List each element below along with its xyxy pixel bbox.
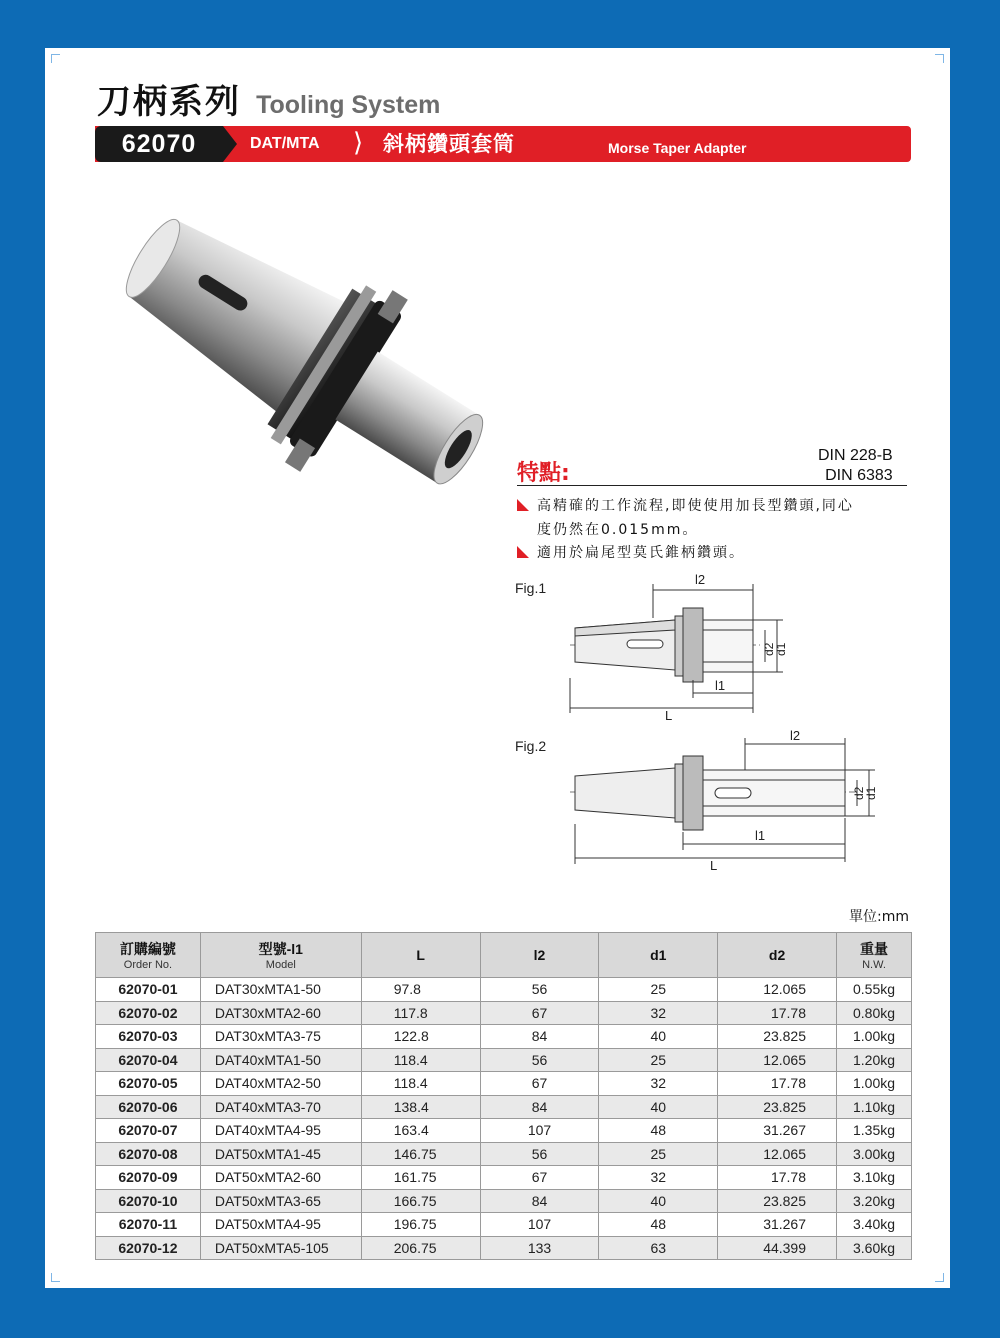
order-no-cell: 62070-06	[96, 1095, 201, 1119]
d2-cell: 17.78	[718, 1166, 837, 1190]
model-cell: DAT40xMTA3-70	[200, 1095, 361, 1119]
weight-cell: 1.10kg	[837, 1095, 912, 1119]
order-no-cell: 62070-05	[96, 1072, 201, 1096]
model-cell: DAT30xMTA2-60	[200, 1001, 361, 1025]
din-standard-1: DIN 228-B	[818, 447, 893, 464]
model-cell: DAT50xMTA4-95	[200, 1213, 361, 1237]
dim-l1: l1	[755, 828, 766, 843]
title-chinese: 刀柄系列	[97, 82, 241, 122]
table-row	[96, 1213, 912, 1237]
d2-cell: 31.267	[718, 1213, 837, 1237]
L-cell: 161.75	[361, 1166, 480, 1190]
product-name-chinese: 斜柄鑽頭套筒	[383, 132, 515, 156]
model-cell: DAT50xMTA2-60	[200, 1166, 361, 1190]
L-cell: 166.75	[361, 1189, 480, 1213]
model-cell: DAT40xMTA2-50	[200, 1072, 361, 1096]
d2-cell: 23.825	[718, 1025, 837, 1049]
weight-cell: 1.00kg	[837, 1072, 912, 1096]
L-cell: 138.4	[361, 1095, 480, 1119]
feature-item-continued	[517, 519, 698, 541]
product-type: DAT/MTA	[250, 135, 320, 152]
l2-cell: 133	[480, 1236, 599, 1260]
L-cell: 118.4	[361, 1048, 480, 1072]
l2-cell: 84	[480, 1025, 599, 1049]
d1-cell: 40	[599, 1025, 718, 1049]
table-row	[96, 1119, 912, 1143]
product-code: 62070	[95, 126, 223, 162]
L-cell: 163.4	[361, 1119, 480, 1143]
d1-cell: 32	[599, 1072, 718, 1096]
table-row	[96, 1025, 912, 1049]
code-arrow	[223, 126, 237, 162]
crop-mark	[51, 54, 60, 63]
catalog-page	[45, 48, 950, 1288]
l2-cell: 84	[480, 1095, 599, 1119]
d2-cell: 44.399	[718, 1236, 837, 1260]
title-english: Tooling System	[256, 91, 441, 119]
col-model: 型號-l1 Model	[200, 933, 361, 978]
dim-l2: l2	[790, 728, 801, 743]
dim-L: L	[710, 858, 718, 873]
order-no-cell: 62070-11	[96, 1213, 201, 1237]
d2-cell: 31.267	[718, 1119, 837, 1143]
d1-cell: 63	[599, 1236, 718, 1260]
order-no-cell: 62070-10	[96, 1189, 201, 1213]
order-no-cell: 62070-09	[96, 1166, 201, 1190]
l2-cell: 67	[480, 1166, 599, 1190]
col-d2: d2	[718, 933, 837, 978]
crop-mark	[51, 1273, 60, 1282]
table-row	[96, 978, 912, 1002]
model-cell: DAT30xMTA1-50	[200, 978, 361, 1002]
l2-cell: 67	[480, 1072, 599, 1096]
table-row	[96, 1072, 912, 1096]
table-row	[96, 1236, 912, 1260]
dim-d2: d2	[852, 786, 866, 800]
order-no-cell: 62070-07	[96, 1119, 201, 1143]
d1-cell: 40	[599, 1189, 718, 1213]
feature-text: 度仍然在0.015mm。	[537, 522, 699, 538]
figure-2-drawing	[565, 728, 905, 876]
dim-d1: d1	[864, 786, 878, 800]
din-standard-2: DIN 6383	[825, 467, 893, 484]
col-order-no: 訂購編號 Order No.	[96, 933, 201, 978]
dim-l1: l1	[715, 678, 726, 693]
d2-cell: 23.825	[718, 1189, 837, 1213]
order-no-cell: 62070-01	[96, 978, 201, 1002]
d1-cell: 40	[599, 1095, 718, 1119]
feature-item	[517, 542, 745, 564]
col-L: L	[361, 933, 480, 978]
order-no-cell: 62070-12	[96, 1236, 201, 1260]
table-row	[96, 1095, 912, 1119]
feature-item	[517, 495, 854, 517]
col-l2: l2	[480, 933, 599, 978]
table-row	[96, 1189, 912, 1213]
table-row	[96, 1001, 912, 1025]
d2-cell: 17.78	[718, 1072, 837, 1096]
L-cell: 122.8	[361, 1025, 480, 1049]
d2-cell: 23.825	[718, 1095, 837, 1119]
L-cell: 196.75	[361, 1213, 480, 1237]
dim-l2: l2	[695, 572, 706, 587]
l2-cell: 67	[480, 1001, 599, 1025]
features-heading: 特點:	[517, 461, 570, 486]
order-no-cell: 62070-03	[96, 1025, 201, 1049]
l2-cell: 56	[480, 1142, 599, 1166]
table-row	[96, 1166, 912, 1190]
model-cell: DAT50xMTA1-45	[200, 1142, 361, 1166]
d1-cell: 32	[599, 1166, 718, 1190]
l2-cell: 107	[480, 1213, 599, 1237]
L-cell: 118.4	[361, 1072, 480, 1096]
model-cell: DAT50xMTA3-65	[200, 1189, 361, 1213]
feature-text: 適用於扁尾型莫氏錐柄鑽頭。	[537, 545, 745, 561]
L-cell: 206.75	[361, 1236, 480, 1260]
chevron-right-icon: ⟩	[353, 128, 364, 158]
col-weight: 重量 N.W.	[837, 933, 912, 978]
d1-cell: 25	[599, 1048, 718, 1072]
dim-d2: d2	[762, 642, 776, 656]
weight-cell: 1.35kg	[837, 1119, 912, 1143]
model-cell: DAT40xMTA1-50	[200, 1048, 361, 1072]
bullet-triangle-icon	[517, 546, 529, 558]
figure-1-label: Fig.1	[515, 580, 547, 596]
d2-cell: 12.065	[718, 1142, 837, 1166]
figure-2-label: Fig.2	[515, 738, 547, 754]
crop-mark	[935, 1273, 944, 1282]
weight-cell: 0.80kg	[837, 1001, 912, 1025]
col-d1: d1	[599, 933, 718, 978]
d2-cell: 12.065	[718, 1048, 837, 1072]
product-header-band	[95, 126, 911, 162]
L-cell: 117.8	[361, 1001, 480, 1025]
divider	[517, 485, 907, 486]
l2-cell: 56	[480, 978, 599, 1002]
d1-cell: 48	[599, 1213, 718, 1237]
weight-cell: 1.00kg	[837, 1025, 912, 1049]
spec-table	[95, 932, 912, 1260]
d1-cell: 25	[599, 978, 718, 1002]
product-photo	[103, 188, 513, 528]
l2-cell: 107	[480, 1119, 599, 1143]
weight-cell: 1.20kg	[837, 1048, 912, 1072]
L-cell: 97.8	[361, 978, 480, 1002]
table-row	[96, 1142, 912, 1166]
d1-cell: 48	[599, 1119, 718, 1143]
crop-mark	[935, 54, 944, 63]
bullet-triangle-icon	[517, 499, 529, 511]
product-name-english: Morse Taper Adapter	[608, 140, 747, 156]
weight-cell: 3.20kg	[837, 1189, 912, 1213]
order-no-cell: 62070-04	[96, 1048, 201, 1072]
dim-d1: d1	[774, 642, 788, 656]
model-cell: DAT50xMTA5-105	[200, 1236, 361, 1260]
weight-cell: 3.40kg	[837, 1213, 912, 1237]
table-header-row	[96, 933, 912, 978]
L-cell: 146.75	[361, 1142, 480, 1166]
weight-cell: 3.10kg	[837, 1166, 912, 1190]
d2-cell: 12.065	[718, 978, 837, 1002]
din-standards	[818, 446, 893, 486]
weight-cell: 0.55kg	[837, 978, 912, 1002]
weight-cell: 3.60kg	[837, 1236, 912, 1260]
d1-cell: 25	[599, 1142, 718, 1166]
order-no-cell: 62070-08	[96, 1142, 201, 1166]
model-cell: DAT40xMTA4-95	[200, 1119, 361, 1143]
order-no-cell: 62070-02	[96, 1001, 201, 1025]
unit-label: 單位:mm	[849, 909, 909, 925]
figure-1-drawing	[565, 568, 805, 728]
feature-text: 高精確的工作流程,即使使用加長型鑽頭,同心	[537, 498, 854, 514]
model-cell: DAT30xMTA3-75	[200, 1025, 361, 1049]
dim-L: L	[665, 708, 673, 723]
weight-cell: 3.00kg	[837, 1142, 912, 1166]
l2-cell: 84	[480, 1189, 599, 1213]
page-title	[97, 74, 440, 123]
d1-cell: 32	[599, 1001, 718, 1025]
table-row	[96, 1048, 912, 1072]
l2-cell: 56	[480, 1048, 599, 1072]
d2-cell: 17.78	[718, 1001, 837, 1025]
